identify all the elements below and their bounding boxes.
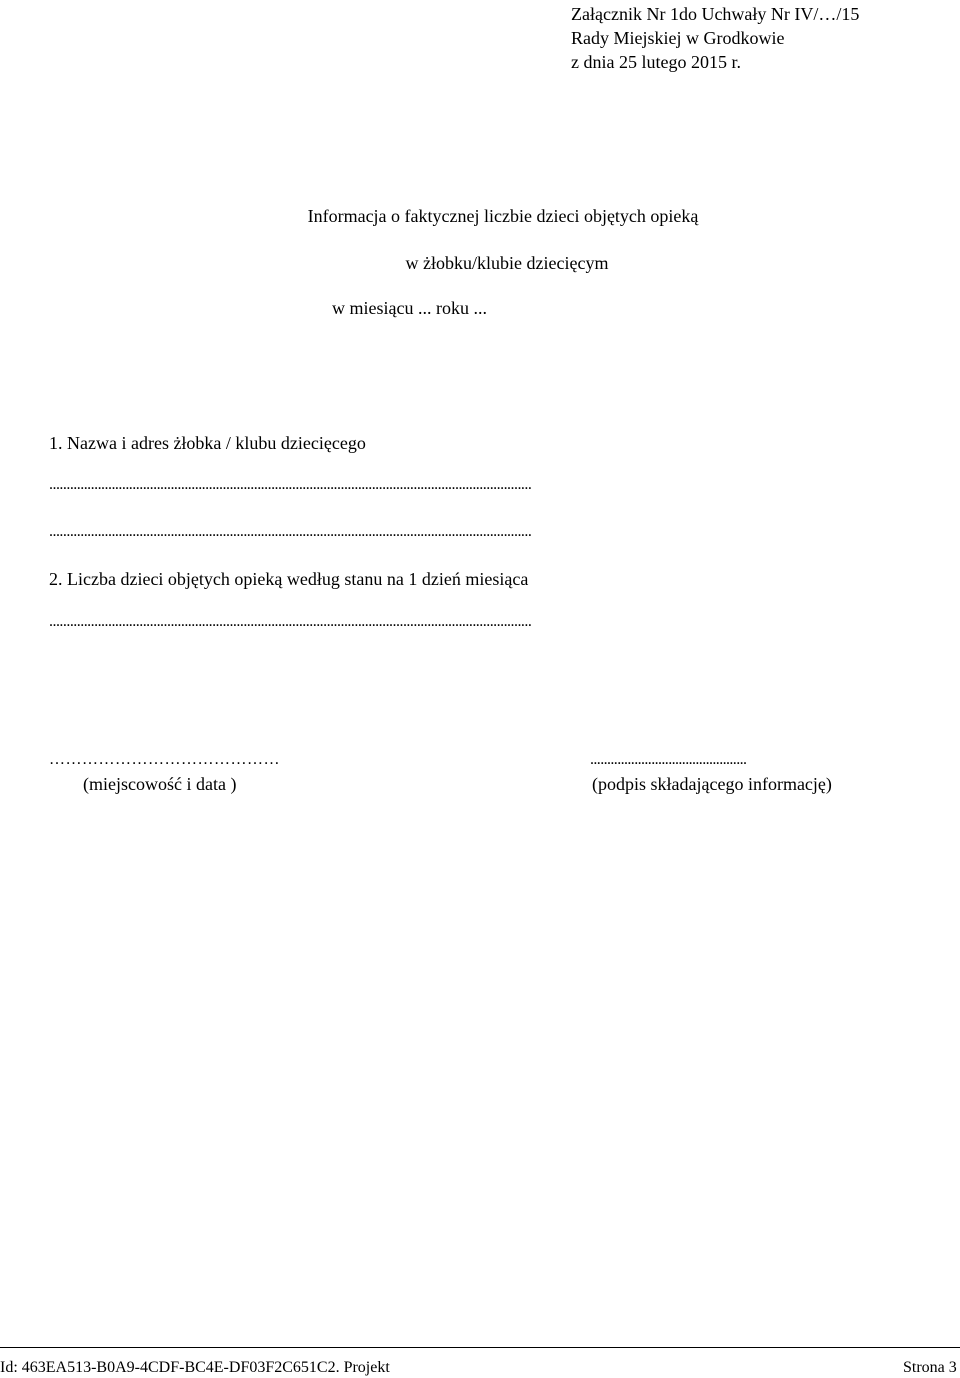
section-2-label: 2. Liczba dzieci objętych opieką według stanu na 1 dzień miesiąca — [49, 569, 529, 589]
footer-page-number: Strona 3 — [903, 1359, 957, 1376]
document-title: Informacja o faktycznej liczbie dzieci objętych opieką — [307, 206, 699, 226]
signature-blank: .............................................. — [590, 751, 747, 768]
section-2-blank-line: ........................................................................................................................................... — [49, 613, 532, 630]
section-1-label: 1. Nazwa i adres żłobka / klubu dziecięcego — [49, 433, 366, 453]
footer-divider — [0, 1347, 960, 1348]
document-subtitle: w żłobku/klubie dziecięcym — [405, 253, 609, 273]
section-1-blank-line-1: ........................................................................................................................................... — [49, 476, 532, 493]
header-line-council: Rady Miejskiej w Grodkowie — [571, 28, 785, 48]
place-date-blank: …………………………………… — [49, 751, 280, 768]
footer-document-id: Id: 463EA513-B0A9-4CDF-BC4E-DF03F2C651C2. Projekt — [0, 1359, 390, 1376]
section-1-blank-line-2: ........................................................................................................................................... — [49, 523, 532, 540]
header-line-resolution: Załącznik Nr 1do Uchwały Nr IV/…/15 — [571, 4, 860, 24]
signature-caption: (podpis składającego informację) — [592, 774, 832, 794]
attachment-header — [571, 2, 859, 74]
document-period: w miesiącu ... roku ... — [332, 298, 487, 318]
place-date-caption: (miejscowość i data ) — [83, 774, 237, 794]
header-line-date: z dnia 25 lutego 2015 r. — [571, 52, 741, 72]
